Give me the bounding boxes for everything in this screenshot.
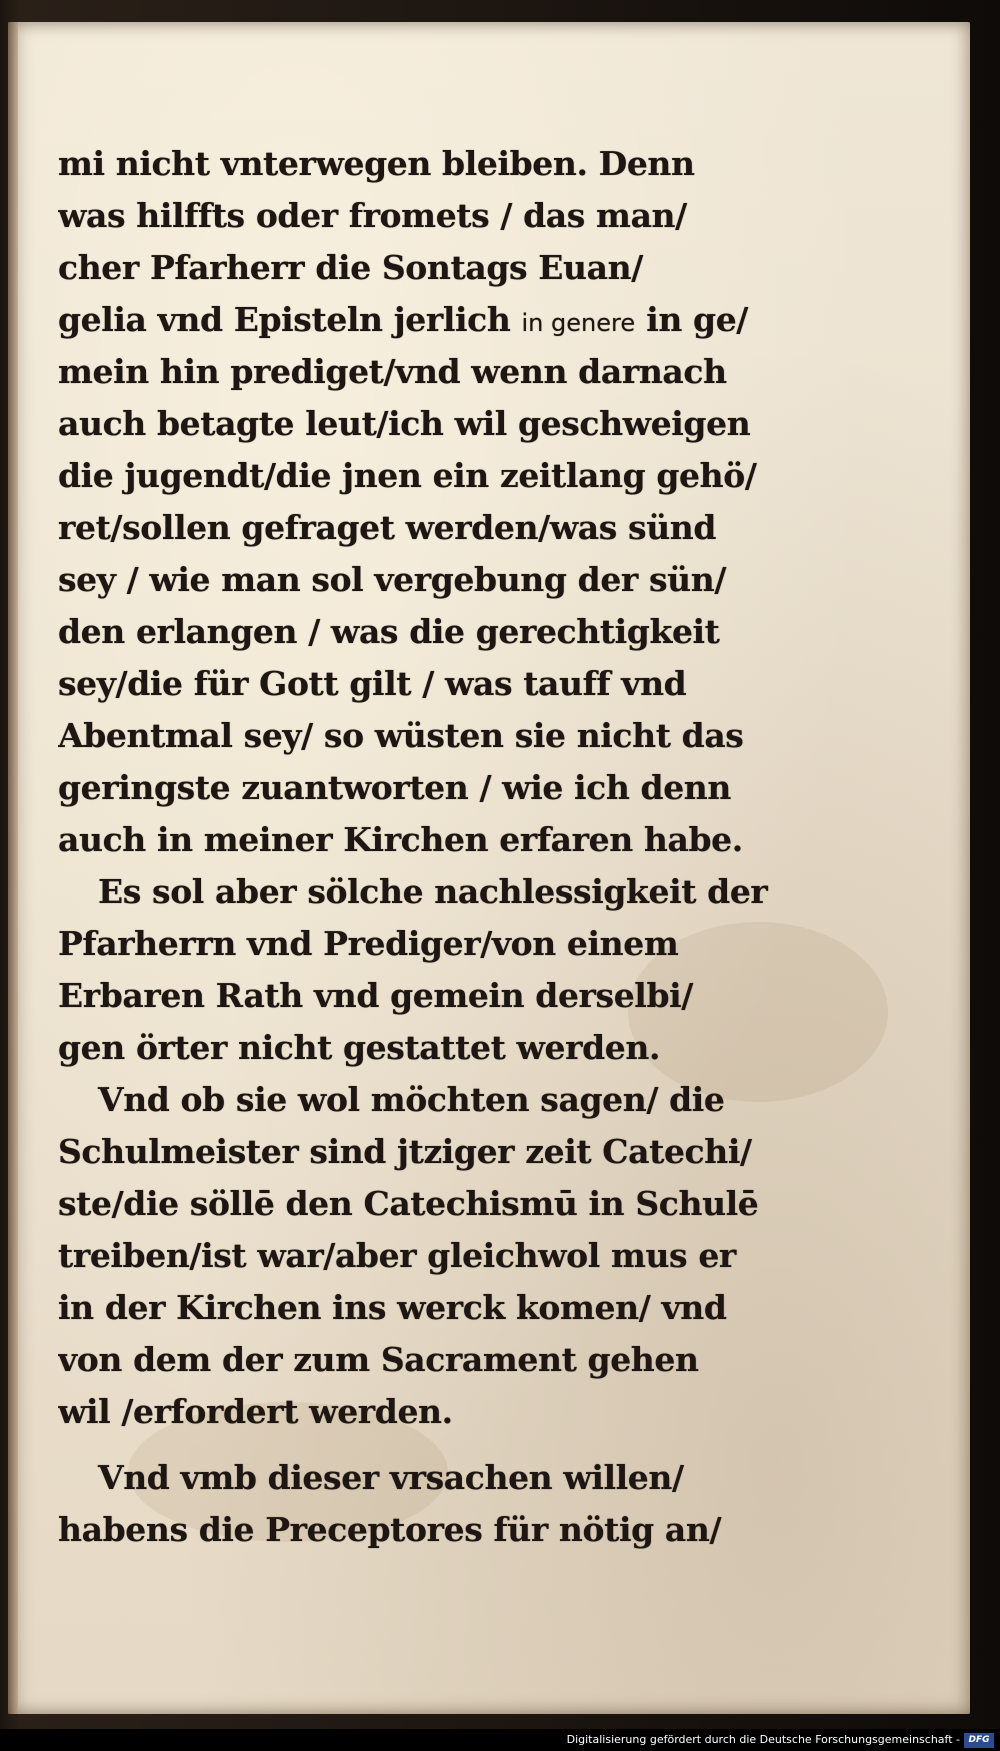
book-page (8, 22, 970, 1714)
text-line: Schulmeister sind jtziger zeit Catechi/ (58, 1132, 752, 1171)
paragraph-start-line: Vnd ob sie wol möchten sagen/ die (98, 1080, 725, 1119)
text-line: was hilffts oder fromets / das man/ (58, 196, 687, 235)
text-line: sey / wie man sol vergebung der sün/ (58, 560, 727, 599)
text-line: geringste zuantworten / wie ich denn (58, 768, 731, 807)
text-line: die jugendt/die jnen ein zeitlang gehö/ (58, 456, 757, 495)
text-line: Erbaren Rath vnd gemein derselbi/ (58, 976, 693, 1015)
text-line: sey/die für Gott gilt / was tauff vnd (58, 664, 687, 703)
text-segment: gelia vnd Episteln jerlich (58, 300, 522, 339)
page-gutter-shadow (8, 22, 18, 1714)
text-line: mi nicht vnterwegen bleiben. Denn (58, 144, 695, 183)
text-line (58, 294, 870, 346)
text-line: treiben/ist war/aber gleichwol mus er (58, 1236, 736, 1275)
paragraph-start-line: Vnd vmb dieser vrsachen willen/ (98, 1458, 684, 1497)
text-line: gen örter nicht gestattet werden. (58, 1028, 661, 1067)
page-body-text (58, 138, 870, 1556)
text-line: habens die Preceptores für nötig an/ (58, 1510, 722, 1549)
text-segment: in ge/ (635, 300, 748, 339)
text-line: wil /erfordert werden. (58, 1392, 453, 1431)
text-line: auch in meiner Kirchen erfaren habe. (58, 820, 743, 859)
text-line: cher Pfarherr die Sontags Euan/ (58, 248, 643, 287)
text-line: in der Kirchen ins werck komen/ vnd (58, 1288, 727, 1327)
text-line: Abentmal sey/ so wüsten sie nicht das (58, 716, 744, 755)
text-line: ste/die söllē den Catechismū in Schulē (58, 1184, 759, 1223)
text-line: ret/sollen gefraget werden/was sünd (58, 508, 717, 547)
dfg-logo: DFG (964, 1733, 994, 1748)
text-line: von dem der zum Sacrament gehen (58, 1340, 699, 1379)
text-line: den erlangen / was die gerechtigkeit (58, 612, 720, 651)
text-line: mein hin prediget/vnd wenn darnach (58, 352, 727, 391)
paragraph-start-line: Es sol aber sölche nachlessigkeit der (98, 872, 768, 911)
footer-bar (0, 1729, 1000, 1751)
text-line: auch betagte leut/ich wil geschweigen (58, 404, 751, 443)
text-line: Pfarherrn vnd Prediger/von einem (58, 924, 679, 963)
latin-phrase: in genere (521, 309, 636, 337)
funding-credit: Digitalisierung gefördert durch die Deutsche Forschungsgemeinschaft - (566, 1733, 960, 1746)
